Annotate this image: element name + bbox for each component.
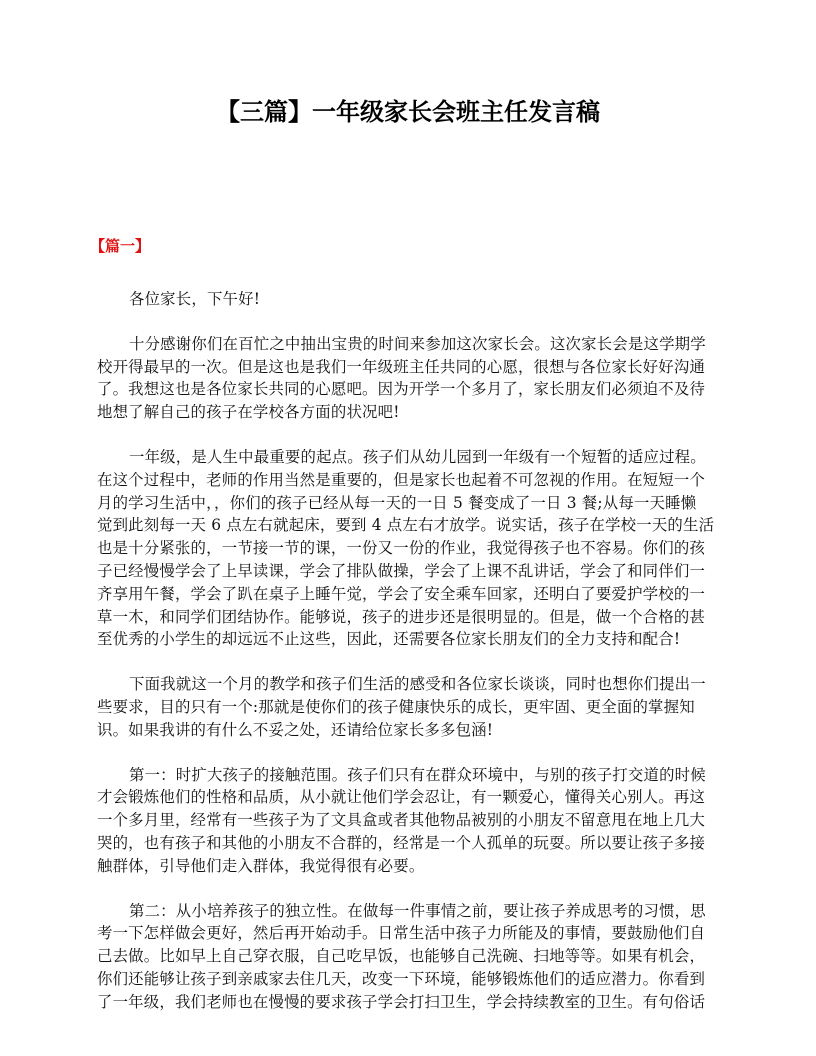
paragraph-line: 第二：从小培养孩子的独立性。在做每一件事情之前，要让孩子养成思考的习惯，思 [129,901,706,920]
paragraph-line: 齐享用午餐，学会了趴在桌子上睡午觉，学会了安全乘车回家，还明白了要爱护学校的一 [97,584,706,603]
paragraph-line: 考一下怎样做会更好，然后再开始动手。日常生活中孩子力所能及的事情，要鼓励他们自 [97,924,706,943]
section-heading: 【篇一】 [90,237,151,255]
paragraph-line: 识。如果我讲的有什么不妥之处，还请给位家长多多包涵! [97,720,494,739]
paragraph-line: 了一年级，我们老师也在慢慢的要求孩子学会打扫卫生，学会持续教室的卫生。有句俗话 [97,992,706,1011]
paragraph-line: 也是十分紧张的，一节接一节的课，一份又一份的作业，我觉得孩子也不容易。你们的孩 [97,539,706,558]
paragraph-line: 觉到此刻每一天 6 点左右就起床，要到 4 点左右才放学。说实话，孩子在学校一天的生活 [97,516,715,535]
paragraph-line: 至优秀的小学生的却远远不止这些，因此，还需要各位家长朋友们的全力支持和配合! [97,630,681,649]
paragraph-line: 十分感谢你们在百忙之中抽出宝贵的时间来参加这次家长会。这次家长会是这学期学 [129,334,706,353]
paragraph-line: 校开得最早的一次。但是这也是我们一年级班主任共同的心愿，很想与各位家长好好沟通 [97,357,706,376]
paragraph [97,900,721,1014]
paragraph-line: 草一木，和同学们团结协作。能够说，孩子的进步还是很明显的。但是，做一个合格的甚 [97,607,706,626]
paragraph [97,764,721,878]
paragraph-line: 子已经慢慢学会了上早读课，学会了排队做操，学会了上课不乱讲话，学会了和同伴们一 [97,561,706,580]
paragraph-line: 才会锻炼他们的性格和品质，从小就让他们学会忍让，有一颗爱心，懂得关心别人。再这 [97,788,706,807]
document-title: 【三篇】一年级家长会班主任发言稿 [216,98,600,126]
paragraph-line: 你们还能够让孩子到亲戚家去住几天，改变一下环境，能够锻炼他们的适应潜力。你看到 [97,969,706,988]
paragraph-line: 一年级，是人生中最重要的起点。孩子们从幼儿园到一年级有一个短暂的适应过程。 [129,447,706,466]
paragraph [97,288,721,311]
paragraph-line: 己去做。比如早上自己穿衣服，自己吃早饭，也能够自己洗碗、扫地等等。如果有机会， [97,947,706,966]
paragraph-line: 各位家长，下午好! [129,290,261,308]
paragraph-line: 了。我想这也是各位家长共同的心愿吧。因为开学一个多月了，家长朋友们必须迫不及待 [97,380,706,399]
paragraph-line: 触群体，引导他们走入群体，我觉得很有必要。 [97,856,425,875]
paragraph [97,333,721,424]
paragraph-line: 下面我就这一个月的教学和孩子们生活的感受和各位家长谈谈，同时也想你们提出一 [129,675,706,694]
paragraph-line: 些要求，目的只有一个:那就是使你们的孩子健康快乐的成长，更牢固、更全面的掌握知 [97,697,695,716]
paragraph [97,673,721,741]
paragraph-line: 一个多月里，经常有一些孩子为了文具盒或者其他物品被别的小朋友不留意甩在地上几大 [97,811,706,830]
paragraph-line: 哭的，也有孩子和其他的小朋友不合群的，经常是一个人孤单的玩耍。所以要让孩子多接 [97,833,706,852]
paragraph-line: 在这个过程中，老师的作用当然是重要的，但是家长也起着不可忽视的作用。在短短一个 [97,470,706,489]
paragraph-line: 第一：时扩大孩子的接触范围。孩子们只有在群众环境中，与别的孩子打交道的时候 [129,765,706,784]
paragraph-line: 月的学习生活中，，你们的孩子已经从每一天的一日 5 餐变成了一日 3 餐;从每一天睡懒 [97,493,697,512]
paragraph-line: 地想了解自己的孩子在学校各方面的状况吧! [97,403,400,422]
paragraph [97,446,721,651]
document-body [97,288,721,1036]
